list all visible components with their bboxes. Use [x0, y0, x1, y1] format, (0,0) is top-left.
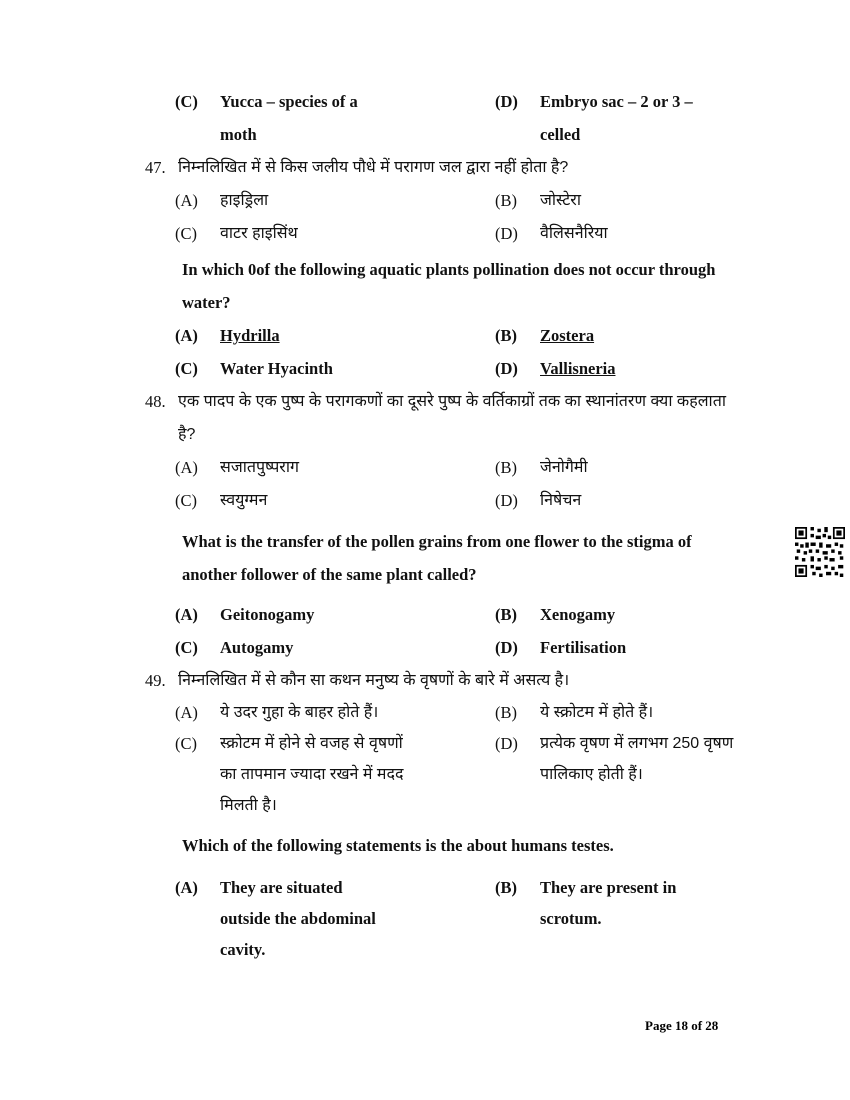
- option-d: [495, 631, 732, 664]
- question-48-hindi: [145, 385, 732, 451]
- option-text: Xenogamy: [540, 605, 616, 624]
- option-label: (B): [495, 458, 517, 477]
- option-b: [495, 451, 732, 484]
- option-text: Autogamy: [220, 638, 294, 657]
- option-label: (C): [175, 92, 198, 111]
- option-b: [495, 697, 732, 728]
- option-text: निषेचन: [540, 492, 582, 509]
- option-c: [175, 85, 495, 151]
- option-b: [495, 184, 732, 217]
- question-text-hindi: निम्नलिखित में से किस जलीय पौधे में परागण जल द्वारा नहीं होता है?: [178, 159, 569, 176]
- option-label: (D): [495, 734, 518, 753]
- option-text: प्रत्येक वृषण में लगभग 250 वृषण पालिकाए होती हैं।: [540, 735, 734, 783]
- question-49-english-options-ab: [175, 872, 732, 965]
- option-text: Vallisneria: [540, 359, 616, 378]
- question-49-hindi-options-ab: [175, 697, 732, 728]
- option-label: (B): [495, 326, 517, 345]
- option-text: वाटर हाइसिंथ: [220, 225, 298, 242]
- option-a: [175, 184, 495, 217]
- question-number: 49.: [145, 671, 166, 690]
- option-label: (B): [495, 703, 517, 722]
- option-b: [495, 319, 732, 352]
- question-text-hindi: एक पादप के एक पुष्प के परागकणों का दूसरे पुष्प के वर्तिकाग्रों तक का स्थानांतरण क्या कहलाता है?: [178, 393, 726, 443]
- option-label: (A): [175, 878, 198, 897]
- option-c: [175, 631, 495, 664]
- option-c: [175, 484, 495, 517]
- option-c: [175, 728, 495, 821]
- option-a: [175, 872, 495, 965]
- option-label: (B): [495, 191, 517, 210]
- option-label: (A): [175, 605, 198, 624]
- option-text: Geitonogamy: [220, 605, 315, 624]
- option-label: (D): [495, 224, 518, 243]
- option-label: (A): [175, 703, 198, 722]
- option-label: (A): [175, 191, 198, 210]
- option-label: (B): [495, 605, 517, 624]
- option-a: [175, 451, 495, 484]
- option-text: सजातपुष्पराग: [220, 459, 299, 476]
- question-48-english: What is the transfer of the pollen grains from one flower to the stigma of another follower of the same plant called?: [182, 532, 692, 584]
- option-text: Yucca – species of a moth: [220, 92, 358, 144]
- option-b: [495, 598, 732, 631]
- option-label: (C): [175, 491, 197, 510]
- option-label: (A): [175, 326, 198, 345]
- question-47-hindi: [145, 151, 732, 184]
- option-label: (C): [175, 734, 197, 753]
- option-b: [495, 872, 732, 934]
- option-text: They are present in scrotum.: [540, 878, 677, 928]
- qr-code: [795, 527, 845, 577]
- option-label: (D): [495, 491, 518, 510]
- option-label: (A): [175, 458, 198, 477]
- option-label: (C): [175, 224, 197, 243]
- question-47-english-options-ab: [175, 319, 732, 352]
- question-48-hindi-options-ab: [175, 451, 732, 484]
- option-c: [175, 352, 495, 385]
- option-text: ये उदर गुहा के बाहर होते हैं।: [220, 704, 379, 721]
- option-label: (D): [495, 359, 518, 378]
- question-48-hindi-options-cd: [175, 484, 732, 517]
- option-text: Fertilisation: [540, 638, 627, 657]
- prev-question-options-row: [175, 85, 732, 151]
- option-d: [495, 352, 732, 385]
- option-a: [175, 598, 495, 631]
- option-text: स्क्रोटम में होने से वजह से वृषणों का तापमान ज्यादा रखने में मदद मिलती है।: [220, 735, 404, 814]
- option-d: [495, 484, 732, 517]
- option-label: (D): [495, 638, 518, 657]
- question-47-hindi-options-ab: [175, 184, 732, 217]
- option-text: ये स्क्रोटम में होते हैं।: [540, 704, 654, 721]
- option-text: Embryo sac – 2 or 3 – celled: [540, 92, 693, 144]
- option-text: जेनोगैमी: [540, 459, 588, 476]
- option-a: [175, 319, 495, 352]
- option-label: (B): [495, 878, 517, 897]
- question-48-english-options-cd: [175, 631, 732, 664]
- question-number: 47.: [145, 158, 166, 177]
- option-label: (D): [495, 92, 518, 111]
- option-text: Hydrilla: [220, 326, 280, 345]
- question-47-hindi-options-cd: [175, 217, 732, 250]
- question-47-english-options-cd: [175, 352, 732, 385]
- page-content: [145, 85, 732, 965]
- page-footer: Page 18 of 28: [645, 1018, 719, 1033]
- option-text: वैलिसनैरिया: [540, 225, 608, 242]
- option-text: They are situated outside the abdominal cavity.: [220, 878, 376, 959]
- option-text: Water Hyacinth: [220, 359, 333, 378]
- question-49-english: Which of the following statements is the about humans testes.: [182, 836, 614, 855]
- option-label: (C): [175, 638, 198, 657]
- question-text-hindi: निम्नलिखित में से कौन सा कथन मनुष्य के वृषणों के बारे में असत्य है।: [178, 672, 570, 689]
- question-number: 48.: [145, 392, 166, 411]
- option-text: Zostera: [540, 326, 595, 345]
- question-48-english-options-ab: [175, 598, 732, 631]
- option-text: जोस्टेरा: [540, 192, 581, 209]
- question-49-hindi-options-cd: [175, 728, 732, 821]
- question-47-english: In which 0of the following aquatic plants pollination does not occur through water?: [182, 260, 716, 312]
- question-49-hindi: [145, 664, 732, 697]
- option-d: [495, 217, 732, 250]
- option-a: [175, 697, 495, 728]
- option-c: [175, 217, 495, 250]
- option-text: स्वयुग्मन: [220, 492, 268, 509]
- option-label: (C): [175, 359, 198, 378]
- option-d: [495, 728, 740, 790]
- option-d: [495, 85, 732, 151]
- option-text: हाइड्रिला: [220, 192, 269, 209]
